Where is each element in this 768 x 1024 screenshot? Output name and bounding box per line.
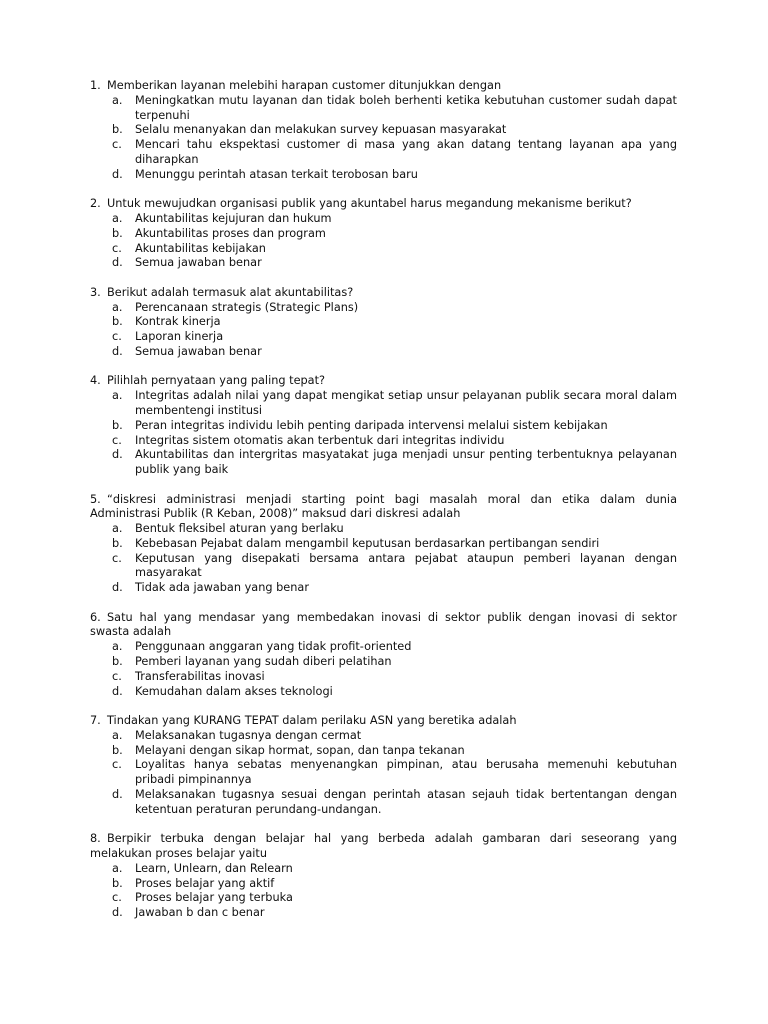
option-letter: b. (112, 123, 123, 137)
option-list (90, 729, 677, 818)
option-c (90, 758, 677, 788)
question-1 (90, 79, 677, 183)
option-letter: c. (112, 138, 122, 152)
question-text-line (90, 79, 677, 94)
question-text: Berpikir terbuka dengan belajar hal yang berbeda adalah gambaran dari seseorang yang melakukan proses belajar yaitu (90, 832, 677, 861)
option-c (90, 138, 677, 168)
option-text: Mencari tahu ekspektasi customer di masa yang akan datang tentang layanan apa yang diharapkan (135, 138, 677, 166)
question-number: 5. (90, 492, 101, 506)
option-text: Semua jawaban benar (135, 344, 262, 358)
option-text: Keputusan yang disepakati bersama antara pejabat ataupun pemberi layanan dengan masyarakat (135, 551, 677, 580)
option-b (90, 744, 677, 759)
option-letter: a. (112, 389, 123, 403)
question-sheet (90, 79, 677, 936)
option-letter: d. (112, 448, 123, 462)
question-text-line (90, 714, 677, 729)
option-letter: d. (112, 684, 123, 698)
question-text: Memberikan layanan melebihi harapan customer ditunjukkan dengan (107, 79, 502, 92)
option-text: Tidak ada jawaban yang benar (135, 581, 309, 595)
option-a (90, 301, 677, 316)
question-number: 7. (90, 714, 101, 728)
option-text: Akuntabilitas dan intergritas masyatakat juga menjadi unsur penting terbentuknya pelayanan publik yang baik (135, 448, 677, 477)
question-text-line (90, 197, 677, 212)
option-letter: b. (112, 655, 123, 669)
question-8 (90, 832, 677, 921)
question-4 (90, 374, 677, 478)
option-text: Akuntabilitas kebijakan (135, 241, 266, 255)
option-a (90, 729, 677, 744)
option-list (90, 389, 677, 478)
question-text-line (90, 611, 677, 641)
option-d (90, 168, 677, 183)
option-letter: a. (112, 728, 123, 742)
option-letter: c. (112, 241, 122, 255)
option-c (90, 670, 677, 685)
option-a (90, 862, 677, 877)
option-text: Kebebasan Pejabat dalam mengambil keputusan berdasarkan pertibangan sendiri (135, 536, 600, 550)
option-text: Integritas adalah nilai yang dapat mengikat setiap unsur pelayanan publik secara moral dalam membentengi institusi (135, 389, 677, 417)
option-d (90, 906, 677, 921)
question-text-line (90, 374, 677, 389)
option-text: Learn, Unlearn, dan Relearn (135, 861, 293, 875)
option-c (90, 434, 677, 449)
question-text-line (90, 286, 677, 301)
option-list (90, 522, 677, 596)
option-b (90, 419, 677, 434)
question-text: Satu hal yang mendasar yang membedakan inovasi di sektor publik dengan inovasi di sektor swasta adalah (90, 610, 677, 639)
option-d (90, 581, 677, 596)
option-text: Jawaban b dan c benar (135, 906, 265, 920)
option-letter: c. (112, 330, 122, 344)
option-d (90, 345, 677, 360)
option-letter: a. (112, 211, 123, 225)
question-text-line (90, 493, 677, 523)
option-c (90, 242, 677, 257)
option-letter: b. (112, 876, 123, 890)
option-list (90, 640, 677, 699)
question-number: 8. (90, 832, 101, 846)
option-letter: c. (112, 551, 122, 565)
option-text: Penggunaan anggaran yang tidak profit-oriented (135, 640, 412, 654)
option-list (90, 862, 677, 921)
question-number: 6. (90, 610, 101, 624)
question-7 (90, 714, 677, 818)
question-number: 1. (90, 79, 101, 92)
option-c (90, 330, 677, 345)
option-letter: b. (112, 226, 123, 240)
question-text-line (90, 832, 677, 862)
question-2 (90, 197, 677, 271)
question-text: Tindakan yang KURANG TEPAT dalam perilaku ASN yang beretika adalah (107, 714, 517, 728)
option-text: Akuntabilitas kejujuran dan hukum (135, 211, 332, 225)
option-letter: d. (112, 167, 123, 181)
option-text: Laporan kinerja (135, 330, 224, 344)
option-text: Menunggu perintah atasan terkait terobosan baru (135, 167, 418, 181)
question-6 (90, 611, 677, 700)
option-letter: b. (112, 743, 123, 757)
option-b (90, 537, 677, 552)
option-text: Proses belajar yang terbuka (135, 891, 293, 905)
option-letter: b. (112, 315, 123, 329)
option-d (90, 256, 677, 271)
option-letter: c. (112, 669, 122, 683)
option-letter: a. (112, 300, 123, 314)
option-text: Bentuk fleksibel aturan yang berlaku (135, 522, 344, 536)
option-d (90, 685, 677, 700)
question-text: “diskresi administrasi menjadi starting point bagi masalah moral dan etika dalam dunia Administrasi Publik (R Keban, 2008)” maksud dari diskresi adalah (90, 492, 677, 521)
option-letter: a. (112, 522, 123, 536)
option-letter: a. (112, 640, 123, 654)
option-text: Integritas sistem otomatis akan terbentuk dari integritas individu (135, 433, 505, 447)
question-number: 4. (90, 374, 101, 388)
option-letter: d. (112, 344, 123, 358)
option-d (90, 448, 677, 478)
option-letter: d. (112, 581, 123, 595)
question-text: Untuk mewujudkan organisasi publik yang akuntabel harus megandung mekanisme berikut? (107, 197, 632, 211)
option-text: Selalu menanyakan dan melakukan survey kepuasan masyarakat (135, 123, 507, 137)
question-number: 2. (90, 197, 101, 211)
question-text: Pilihlah pernyataan yang paling tepat? (107, 374, 326, 388)
option-c (90, 552, 677, 582)
option-list (90, 94, 677, 183)
option-text: Transferabilitas inovasi (135, 669, 265, 683)
option-b (90, 123, 677, 138)
option-text: Perencanaan strategis (Strategic Plans) (135, 300, 359, 314)
option-b (90, 655, 677, 670)
option-text: Kemudahan dalam akses teknologi (135, 684, 333, 698)
option-letter: a. (112, 93, 123, 107)
option-d (90, 788, 677, 818)
option-text: Akuntabilitas proses dan program (135, 226, 326, 240)
option-letter: c. (112, 433, 122, 447)
option-letter: a. (112, 861, 123, 875)
option-a (90, 389, 677, 419)
option-letter: d. (112, 906, 123, 920)
option-letter: c. (112, 758, 122, 772)
option-text: Peran integritas individu lebih penting daripada intervensi melalui sistem kebijakan (135, 418, 608, 432)
option-text: Melayani dengan sikap hormat, sopan, dan tanpa tekanan (135, 743, 465, 757)
option-b (90, 227, 677, 242)
question-5 (90, 493, 677, 597)
option-list (90, 212, 677, 271)
question-number: 3. (90, 285, 101, 299)
option-text: Melaksanakan tugasnya sesuai dengan perintah atasan sejauh tidak bertentangan dengan ketentuan peraturan perundang-undangan. (135, 788, 677, 816)
option-a (90, 522, 677, 537)
option-text: Pemberi layanan yang sudah diberi pelatihan (135, 655, 392, 669)
option-letter: d. (112, 788, 123, 802)
option-text: Meningkatkan mutu layanan dan tidak boleh berhenti ketika kebutuhan customer sudah dapat terpenuhi (135, 93, 677, 122)
option-c (90, 891, 677, 906)
option-letter: b. (112, 536, 123, 550)
option-letter: d. (112, 256, 123, 270)
option-text: Proses belajar yang aktif (135, 876, 275, 890)
question-3 (90, 286, 677, 360)
option-list (90, 301, 677, 360)
question-text: Berikut adalah termasuk alat akuntabilitas? (107, 285, 354, 299)
option-b (90, 877, 677, 892)
option-a (90, 212, 677, 227)
option-text: Semua jawaban benar (135, 256, 262, 270)
option-a (90, 94, 677, 124)
option-b (90, 315, 677, 330)
option-text: Kontrak kinerja (135, 315, 221, 329)
option-text: Melaksanakan tugasnya dengan cermat (135, 728, 362, 742)
option-letter: c. (112, 891, 122, 905)
option-letter: b. (112, 418, 123, 432)
option-a (90, 640, 677, 655)
option-text: Loyalitas hanya sebatas menyenangkan pimpinan, atau berusaha memenuhi kebutuhan pribadi pimpinannya (135, 758, 677, 787)
